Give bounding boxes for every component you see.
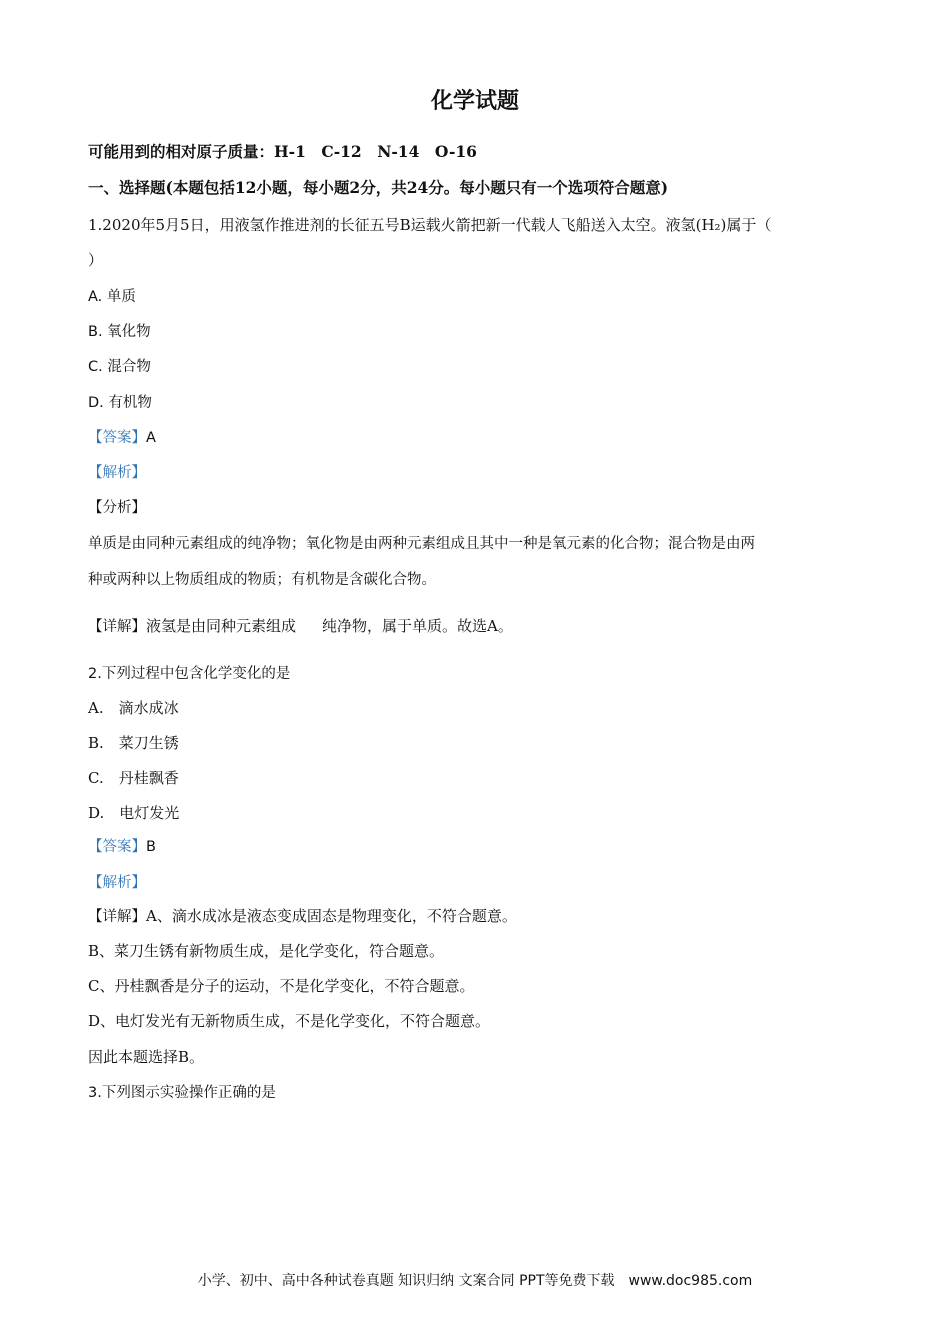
q1-answer: A — [146, 430, 156, 446]
q3-stem: 3.下列图示实验操作正确的是 — [88, 1085, 276, 1101]
q1-option-d: D. 有机物 — [88, 395, 152, 411]
q2-answer: B — [146, 839, 156, 855]
q2-detail-1: A、滴水成冰是液态变成固态是物理变化，不符合题意。 — [146, 907, 517, 925]
q1-answer-tag: 【答案】 — [88, 430, 146, 446]
q2-answer-line — [88, 835, 156, 856]
q1-detail-tag: 【详解】 — [88, 619, 146, 635]
q1-fenxi-tag: 【分析】 — [88, 500, 146, 516]
q1-fenxi-line2: 种或两种以上物质组成的物质；有机物是含碳化合物。 — [88, 572, 436, 588]
q1-detail-line — [88, 615, 513, 636]
q2-option-a: A. 滴水成冰 — [88, 699, 179, 717]
page-footer: 小学、初中、高中各种试卷真题 知识归纳 文案合同 PPT等免费下载 www.doc985.com — [197, 1273, 753, 1289]
page-title: 化学试题 — [430, 88, 519, 114]
q1-answer-line — [88, 426, 156, 447]
q1-detail-a: 液氢是由同种元素组成 — [146, 617, 297, 635]
q2-option-b: B. 菜刀生锈 — [88, 734, 179, 752]
q2-stem: 2.下列过程中包含化学变化的是 — [88, 666, 291, 682]
atomic-mass-line: 可能用到的相对原子质量：H-1 C-12 N-14 O-16 — [88, 142, 477, 161]
q2-detail-4: D、电灯发光有无新物质生成，不是化学变化，不符合题意。 — [88, 1012, 491, 1030]
q1-option-c: C. 混合物 — [88, 359, 151, 375]
q2-detail-line1 — [88, 905, 517, 926]
q2-conclusion: 因此本题选择B。 — [88, 1048, 205, 1066]
q1-detail-b: 纯净物，属于单质。故选A。 — [322, 617, 513, 635]
q2-detail-tag: 【详解】 — [88, 909, 146, 925]
section-heading: 一、选择题(本题包括12小题，每小题2分，共24分。每小题只有一个选项符合题意) — [88, 178, 669, 197]
q2-option-d: D. 电灯发光 — [88, 804, 180, 822]
q1-analysis-tag: 【解析】 — [88, 465, 146, 481]
q1-stem-line1: 1.2020年5月5日，用液氢作推进剂的长征五号B运载火箭把新一代载人飞船送入太空。液氢(H₂)属于（ — [88, 216, 772, 234]
q1-fenxi-line1: 单质是由同种元素组成的纯净物；氧化物是由两种元素组成且其中一种是氧元素的化合物；混合物是由两 — [88, 536, 755, 552]
q2-answer-tag: 【答案】 — [88, 839, 146, 855]
q2-analysis-tag: 【解析】 — [88, 875, 146, 891]
q2-detail-2: B、菜刀生锈有新物质生成，是化学变化，符合题意。 — [88, 942, 445, 960]
q1-option-b: B. 氧化物 — [88, 324, 151, 340]
q2-detail-3: C、丹桂飘香是分子的运动，不是化学变化，不符合题意。 — [88, 977, 475, 995]
q2-option-c: C. 丹桂飘香 — [88, 769, 179, 787]
q1-stem-line2: ） — [88, 251, 104, 269]
q1-option-a: A. 单质 — [88, 289, 136, 305]
